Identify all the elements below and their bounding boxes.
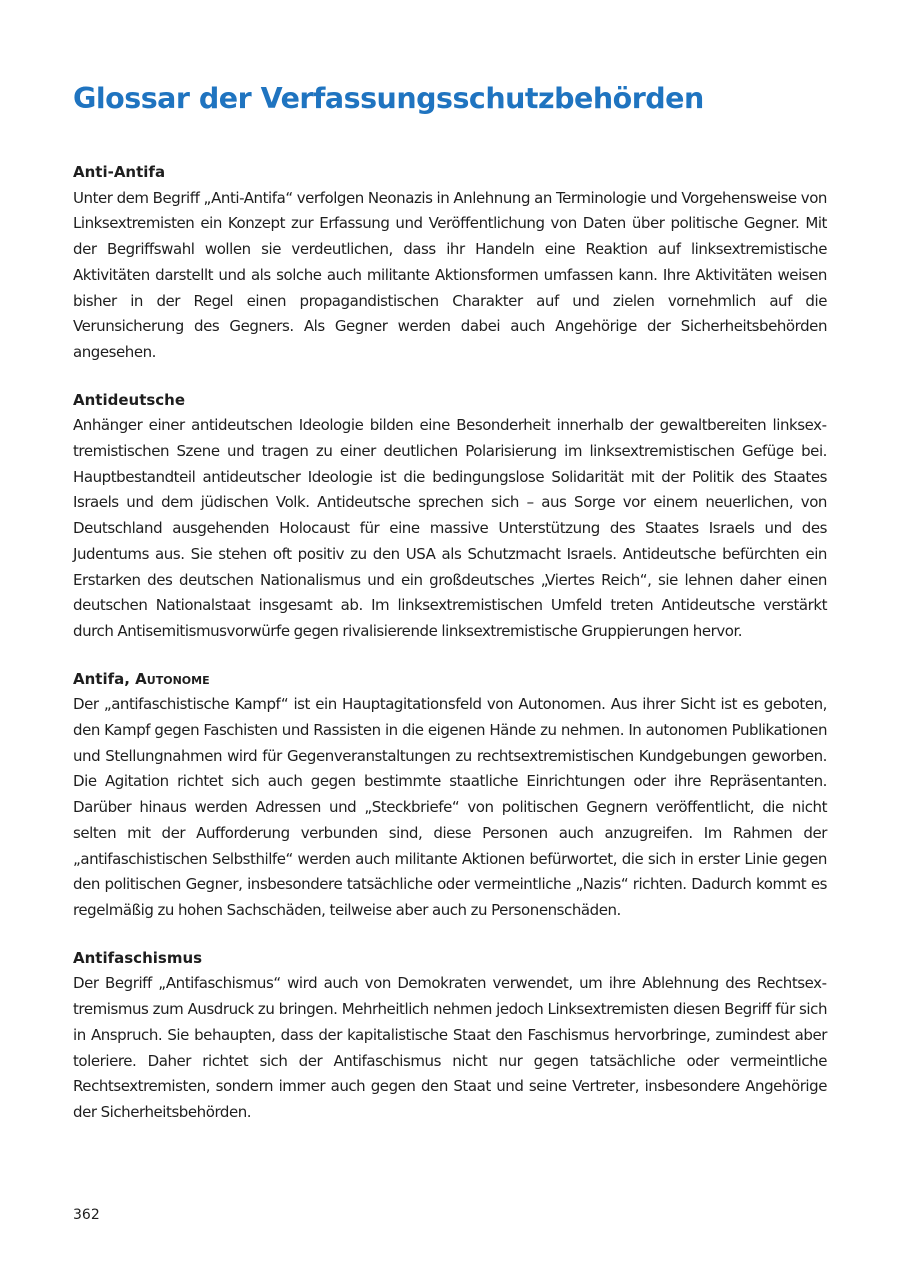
entry-text: Der Begriff „Antifaschismus“ wird auch von Demokraten verwendet, um ihre Ablehnung des Rechtsextremismus zum Ausdruck zu bringen. Mehrheitlich nehmen jedoch Linksextremisten diesen Begriff für sich in Anspruch. Sie behaupten, dass der kapitalistische Staat den Faschismus hervorbringe, zumindest aber toleriere. Daher richtet sich der Antifaschismus nicht nur gegen tatsächliche oder vermeintliche Rechtsextremisten, sondern immer auch gegen den Staat und seine Vertreter, insbesondere Angehörige der Sicherheitsbehörden.: [73, 974, 827, 1121]
entry-heading-text: Anti-Antifa: [73, 163, 166, 181]
entry-heading-reference: Autonome: [135, 669, 210, 688]
page-number: 362: [73, 1207, 100, 1223]
entry-heading-text: Antideutsche: [73, 390, 186, 409]
glossary-entry-antifa: [73, 667, 827, 924]
glossary-entry-antifaschismus: [73, 946, 827, 1126]
entry-text: Der „antifaschistische Kampf“ ist ein Hauptagitationsfeld von Autonomen. Aus ihrer Sicht ist es geboten, den Kampf gegen Faschisten und Rassisten in die eigenen Hände zu nehmen. In autonomen Publikationen und Stellungnahmen wird für Gegenveranstaltungen zu rechtsextremistischen Kundgebungen geworben. Die Agitation richtet sich auch gegen bestimmte staatliche Einrichtungen oder ihre Repräsentanten. Darüber hinaus werden Adressen und „Steckbriefe“ von politischen Gegnern veröffentlicht, die nicht selten mit der Aufforderung verbunden sind, diese Personen auch anzugreifen. Im Rahmen der „antifaschistischen Selbsthilfe“ werden auch militante Aktionen befürwortet, die sich in erster Linie gegen den politischen Gegner, insbesondere tatsächliche oder vermeintliche „Nazis“ richten. Dadurch kommt es regelmäßig zu hohen Sachschäden, teilweise aber auch zu Personenschäden.: [73, 695, 827, 919]
entry-text: Unter dem Begriff „Anti-Antifa“ verfolgen Neonazis in Anlehnung an Terminologie und Vorgehensweise von Linksextremisten ein Konzept zur Erfassung und Veröffentlichung von Daten über politische Gegner. Mit der Begriffswahl wollen sie verdeutlichen, dass ihr Handeln eine Reaktion auf linksextremistische Aktivitäten darstellt und als solche auch militante Aktionsformen umfassen kann. Ihre Aktivitäten weisen bisher in der Regel einen propagandistischen Charakter auf und zielen vornehmlich auf die Verunsicherung des Gegners. Als Gegner werden dabei auch Angehörige der Sicherheitsbehörden angesehen.: [73, 188, 827, 361]
entry-heading-text: Antifa,: [73, 669, 136, 688]
entry-text: Anhänger einer antideutschen Ideologie bilden eine Besonderheit innerhalb der gewaltbereiten linksextremistischen Szene und tragen zu einer deutlichen Polarisierung im linksextremistischen Gefüge bei. Hauptbestandteil antideutscher Ideologie ist die bedingungslose Solidarität mit der Politik des Staates Israels und dem jüdischen Volk. Antideutsche sprechen sich – aus Sorge vor einem neuerlichen, von Deutschland ausgehenden Holocaust für eine massive Unterstützung des Staates Israels und des Judentums aus. Sie stehen oft positiv zu den USA als Schutzmacht Israels. Antideutsche befürchten ein Erstarken des deutschen Nationalismus und ein großdeutsches „Viertes Reich“, sie lehnen daher einen deutschen Nationalstaat insgesamt ab. Im linksextremistischen Umfeld treten Antideutsche verstärkt durch Antisemitismusvorwürfe gegen rivalisierende linksextremistische Gruppierungen hervor.: [73, 416, 827, 640]
entry-heading: [73, 667, 827, 693]
page-title: Glossar der Verfassungsschutzbehörden: [73, 82, 704, 115]
entry-heading-text: Antifaschismus: [73, 948, 203, 967]
entry-heading: [73, 388, 827, 414]
glossary-content: [73, 160, 827, 1148]
glossary-entry-antideutsche: [73, 388, 827, 645]
glossary-entry-anti-antifa: [73, 160, 827, 366]
entry-heading: [73, 946, 827, 972]
entry-heading: [73, 160, 827, 186]
